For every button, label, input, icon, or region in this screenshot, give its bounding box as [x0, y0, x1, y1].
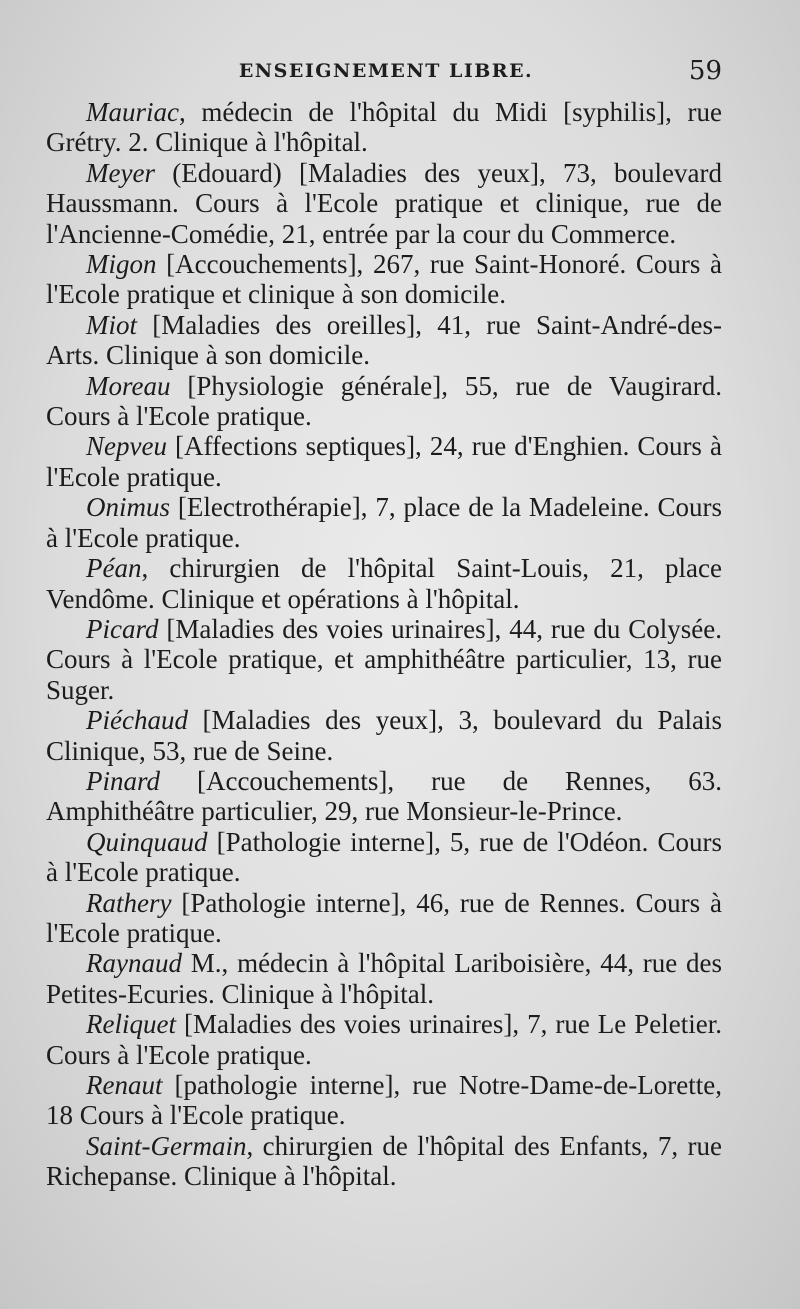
directory-entry	[46, 492, 722, 553]
directory-entry	[46, 249, 722, 310]
entry-text: [Pathologie interne], 46, rue de Rennes. Cours à l'Ecole pratique.	[46, 887, 722, 948]
entry-text: M., médecin à l'hôpital Lariboisière, 44, rue des Petites-Ecuries. Clinique à l'hôpital.	[46, 948, 722, 1009]
entry-name: Migon	[86, 249, 157, 280]
entry-name: Onimus	[86, 492, 171, 523]
entry-text: , chirurgien de l'hôpital Saint-Louis, 21, place Vendôme. Clinique et opérations à l'hôpital.	[46, 553, 722, 614]
entry-text: [Maladies des yeux], 3, boulevard du Palais Clinique, 53, rue de Seine.	[46, 705, 722, 766]
directory-entry	[46, 948, 722, 1009]
entry-text: [pathologie interne], rue Notre-Dame-de-Lorette, 18 Cours à l'Ecole pratique.	[46, 1070, 722, 1131]
entry-text: [Physiologie générale], 55, rue de Vaugirard. Cours à l'Ecole pratique.	[46, 370, 722, 432]
entry-name: Nepveu	[86, 431, 167, 462]
entry-name: Quinquaud	[86, 826, 208, 857]
entry-name: Reliquet	[86, 1009, 176, 1040]
directory-entry	[46, 614, 722, 705]
page-number: 59	[688, 56, 722, 86]
entry-text: , chirurgien de l'hôpital des Enfants, 7, rue Richepanse. Clinique à l'hôpital.	[46, 1130, 722, 1192]
entry-name: Péan	[86, 553, 142, 584]
entry-text: [Electrothérapie], 7, place de la Madeleine. Cours à l'Ecole pratique.	[46, 492, 722, 553]
entry-name: Mauriac	[86, 97, 179, 127]
directory-entry	[46, 371, 722, 432]
entry-name: Saint-Germain	[86, 1130, 247, 1161]
entry-name: Pinard	[86, 765, 160, 796]
directory-entry	[46, 1009, 722, 1070]
directory-entry	[46, 888, 722, 949]
running-head	[50, 58, 722, 90]
entry-name: Rathery	[86, 887, 172, 918]
entry-text: [Pathologie interne], 5, rue de l'Odéon. Cours à l'Ecole pratique.	[46, 826, 722, 888]
entry-text: , médecin de l'hôpital du Midi [syphilis], rue Grétry. 2. Clinique à l'hôpital.	[46, 97, 722, 158]
directory-entry	[46, 827, 722, 888]
directory-entry	[46, 431, 722, 492]
running-head-title: ENSEIGNEMENT LIBRE.	[238, 60, 534, 82]
entry-name: Miot	[86, 309, 137, 340]
directory-entries	[46, 97, 722, 1192]
directory-entry	[46, 158, 722, 249]
entry-text: [Maladies des oreilles], 41, rue Saint-André-des-Arts. Clinique à son domicile.	[46, 309, 722, 371]
entry-text: [Affections septiques], 24, rue d'Enghien. Cours à l'Ecole pratique.	[46, 431, 722, 492]
entry-text: [Maladies des voies urinaires], 7, rue Le Peletier. Cours à l'Ecole pratique.	[46, 1009, 722, 1070]
directory-entry	[46, 553, 722, 614]
entry-name: Piéchaud	[86, 705, 188, 736]
directory-entry	[46, 1070, 722, 1131]
directory-entry	[46, 97, 722, 158]
entry-text: (Edouard) [Maladies des yeux], 73, boulevard Haussmann. Cours à l'Ecole pratique et clinique, rue de l'Ancienne-Comédie, 21, entrée par la cour du Commerce.	[46, 157, 722, 249]
entry-text: [Accouchements], rue de Rennes, 63. Amphithéâtre particulier, 29, rue Monsieur-le-Prince.	[46, 765, 722, 827]
entry-name: Moreau	[86, 370, 171, 401]
entry-text: [Accouchements], 267, rue Saint-Honoré. Cours à l'Ecole pratique et clinique à son domicile.	[46, 249, 722, 310]
directory-entry	[46, 1131, 722, 1192]
entry-name: Renaut	[86, 1070, 163, 1100]
directory-entry	[46, 705, 722, 766]
directory-entry	[46, 766, 722, 827]
entry-name: Picard	[86, 613, 159, 644]
entry-name: Raynaud	[86, 948, 182, 979]
entry-name: Meyer	[86, 157, 155, 188]
directory-entry	[46, 310, 722, 371]
entry-text: [Maladies des voies urinaires], 44, rue du Colysée. Cours à l'Ecole pratique, et amphithéâtre particulier, 13, rue Suger.	[46, 613, 722, 705]
